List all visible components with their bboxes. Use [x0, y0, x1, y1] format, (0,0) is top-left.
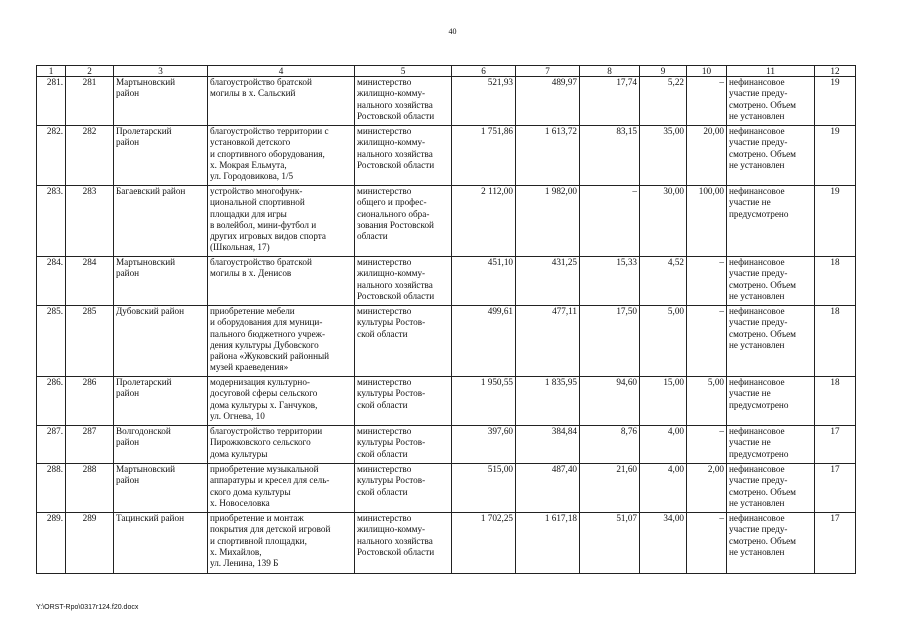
population-contribution-cell: 5,22 — [640, 77, 687, 126]
header-cell: 5 — [355, 66, 452, 77]
work-description-cell-line: аппаратуры и кресел для сель- — [210, 475, 330, 486]
work-description-cell — [208, 426, 355, 464]
sponsor-contribution-cell: – — [687, 513, 727, 574]
local-budget-cell: 8,76 — [580, 426, 640, 464]
district-cell — [114, 306, 208, 377]
ministry-cell-line: ской области — [357, 448, 408, 459]
non-financial-participation-cell-line: смотрено. Объем — [729, 328, 796, 339]
work-description-cell-line: (Школьная, 17) — [210, 242, 270, 253]
ministry-cell-line: министерство — [357, 126, 412, 136]
subsidy-cell: 431,25 — [516, 257, 580, 306]
header-cell: 12 — [815, 66, 856, 77]
score-cell: 17 — [815, 513, 856, 574]
table-row — [37, 77, 856, 126]
ministry-cell-line: жилищно-комму- — [357, 88, 426, 99]
table-row — [37, 377, 856, 426]
district-cell-line: район — [116, 137, 140, 148]
district-cell-line: район — [116, 268, 140, 279]
work-description-cell-line: х. Мокрая Ельмута, — [210, 159, 287, 170]
object-id-cell: 284 — [66, 257, 114, 306]
subsidy-cell: 477,11 — [516, 306, 580, 377]
row-number-cell: 283. — [37, 186, 66, 257]
total-cost-cell: 515,00 — [452, 464, 516, 513]
ministry-cell-line: Ростовской области — [357, 110, 435, 121]
ministry-cell-line: нального хозяйства — [357, 99, 433, 110]
local-budget-cell: 94,60 — [580, 377, 640, 426]
local-budget-cell: 17,50 — [580, 306, 640, 377]
non-financial-participation-cell-line: не установлен — [729, 339, 785, 350]
ministry-cell-line: общего и профес- — [357, 197, 427, 208]
ministry-cell — [355, 257, 452, 306]
ministry-cell-line: жилищно-комму- — [357, 137, 426, 148]
ministry-cell-line: нального хозяйства — [357, 535, 433, 546]
district-cell — [114, 426, 208, 464]
non-financial-participation-cell — [727, 464, 815, 513]
ministry-cell-line: Ростовской области — [357, 290, 435, 301]
non-financial-participation-cell — [727, 513, 815, 574]
work-description-cell-line: ул. Городовикова, 1/5 — [210, 171, 294, 182]
header-cell: 1 — [37, 66, 66, 77]
district-cell — [114, 377, 208, 426]
header-row — [37, 66, 856, 77]
work-description-cell-line: благоустройство братской — [210, 77, 312, 87]
table-row — [37, 257, 856, 306]
subsidy-cell: 1 617,18 — [516, 513, 580, 574]
object-id-cell: 283 — [66, 186, 114, 257]
non-financial-participation-cell-line: участие не — [729, 197, 771, 208]
district-cell-line: район — [116, 88, 140, 99]
work-description-cell-line: района «Жуковский районный — [210, 351, 330, 362]
non-financial-participation-cell — [727, 377, 815, 426]
work-description-cell — [208, 126, 355, 186]
ministry-cell-line: сионального обра- — [357, 208, 430, 219]
work-description-cell-line: и спортивного оборудования, — [210, 148, 325, 159]
table-row — [37, 513, 856, 574]
district-cell — [114, 464, 208, 513]
work-description-cell-line: площадки для игры — [210, 208, 287, 219]
population-contribution-cell: 35,00 — [640, 126, 687, 186]
ministry-cell-line: министерство — [357, 426, 412, 436]
table-row — [37, 426, 856, 464]
total-cost-cell: 1 950,55 — [452, 377, 516, 426]
sponsor-contribution-cell: – — [687, 77, 727, 126]
header-cell: 10 — [687, 66, 727, 77]
page-number: 40 — [448, 27, 457, 36]
subsidy-cell: 384,84 — [516, 426, 580, 464]
non-financial-participation-cell-line: смотрено. Объем — [729, 486, 796, 497]
ministry-cell — [355, 186, 452, 257]
district-cell-line: Тацинский район — [116, 513, 184, 523]
non-financial-participation-cell-line: предусмотрено — [729, 448, 789, 459]
work-description-cell-line: могилы в х. Сальский — [210, 88, 296, 99]
non-financial-participation-cell-line: не установлен — [729, 159, 785, 170]
non-financial-participation-cell-line: смотрено. Объем — [729, 279, 796, 290]
header-cell: 9 — [640, 66, 687, 77]
non-financial-participation-cell-line: нефинансовое — [729, 464, 785, 474]
object-id-cell: 285 — [66, 306, 114, 377]
work-description-cell-line: дома культуры — [210, 448, 268, 459]
ministry-cell — [355, 126, 452, 186]
non-financial-participation-cell-line: нефинансовое — [729, 77, 785, 87]
non-financial-participation-cell — [727, 186, 815, 257]
work-description-cell — [208, 513, 355, 574]
score-cell: 18 — [815, 306, 856, 377]
header-cell: 6 — [452, 66, 516, 77]
table-body — [37, 77, 856, 574]
header-cell: 2 — [66, 66, 114, 77]
work-description-cell-line: досуговой сферы сельского — [210, 388, 318, 399]
non-financial-participation-cell — [727, 306, 815, 377]
non-financial-participation-cell-line: смотрено. Объем — [729, 535, 796, 546]
sponsor-contribution-cell: 5,00 — [687, 377, 727, 426]
non-financial-participation-cell-line: не установлен — [729, 546, 785, 557]
header-cell: 3 — [114, 66, 208, 77]
ministry-cell-line: министерство — [357, 377, 412, 387]
work-description-cell-line: дома культуры х. Ганчуков, — [210, 399, 318, 410]
district-cell-line: Мартыновский — [116, 77, 176, 87]
local-budget-cell: 21,60 — [580, 464, 640, 513]
district-cell — [114, 126, 208, 186]
header-cell: 7 — [516, 66, 580, 77]
work-description-cell-line: х. Михайлов, — [210, 546, 262, 557]
work-description-cell-line: приобретение мебели — [210, 306, 295, 316]
ministry-cell — [355, 513, 452, 574]
district-cell-line: район — [116, 437, 140, 448]
non-financial-participation-cell-line: участие не — [729, 437, 771, 448]
work-description-cell-line: дения культуры Дубовского — [210, 339, 319, 350]
ministry-cell-line: культуры Ростов- — [357, 317, 426, 328]
population-contribution-cell: 34,00 — [640, 513, 687, 574]
total-cost-cell: 1 702,25 — [452, 513, 516, 574]
footer-file-path: Y:\ORST-Rpo\0317r124.f20.docx — [36, 604, 139, 611]
work-description-cell-line: и спортивной площадки, — [210, 535, 307, 546]
work-description-cell — [208, 186, 355, 257]
district-cell — [114, 186, 208, 257]
work-description-cell — [208, 377, 355, 426]
non-financial-participation-cell-line: смотрено. Объем — [729, 148, 796, 159]
ministry-cell-line: ской области — [357, 399, 408, 410]
district-cell-line: Пролетарский — [116, 377, 172, 387]
score-cell: 19 — [815, 126, 856, 186]
sponsor-contribution-cell: 2,00 — [687, 464, 727, 513]
sponsor-contribution-cell: – — [687, 257, 727, 306]
work-description-cell — [208, 257, 355, 306]
table-row — [37, 186, 856, 257]
subsidy-cell: 489,97 — [516, 77, 580, 126]
local-budget-cell: 15,33 — [580, 257, 640, 306]
subsidy-cell: 1 613,72 — [516, 126, 580, 186]
ministry-cell-line: ской области — [357, 328, 408, 339]
ministry-cell-line: министерство — [357, 186, 412, 196]
row-number-cell: 287. — [37, 426, 66, 464]
population-contribution-cell: 4,52 — [640, 257, 687, 306]
ministry-cell-line: зования Ростовской — [357, 219, 434, 230]
work-description-cell-line: могилы в х. Денисов — [210, 268, 292, 279]
ministry-cell-line: области — [357, 231, 388, 242]
table-row — [37, 306, 856, 377]
district-cell — [114, 513, 208, 574]
non-financial-participation-cell-line: нефинансовое — [729, 377, 785, 387]
header-cell: 8 — [580, 66, 640, 77]
score-cell: 17 — [815, 426, 856, 464]
ministry-cell-line: ской области — [357, 486, 408, 497]
work-description-cell-line: ул. Ленина, 139 Б — [210, 558, 279, 569]
non-financial-participation-cell-line: смотрено. Объем — [729, 99, 796, 110]
district-cell-line: Дубовский район — [116, 306, 185, 316]
district-cell-line: район — [116, 388, 140, 399]
non-financial-participation-cell-line: нефинансовое — [729, 426, 785, 436]
ministry-cell-line: Ростовской области — [357, 546, 435, 557]
object-id-cell: 287 — [66, 426, 114, 464]
non-financial-participation-cell-line: участие не — [729, 388, 771, 399]
ministry-cell-line: культуры Ростов- — [357, 388, 426, 399]
ministry-cell-line: Ростовской области — [357, 159, 435, 170]
header-cell: 11 — [727, 66, 815, 77]
non-financial-participation-cell-line: нефинансовое — [729, 513, 785, 523]
work-description-cell-line: ского дома культуры — [210, 486, 291, 497]
sponsor-contribution-cell: 100,00 — [687, 186, 727, 257]
work-description-cell-line: покрытия для детской игровой — [210, 524, 331, 535]
total-cost-cell: 1 751,86 — [452, 126, 516, 186]
score-cell: 19 — [815, 77, 856, 126]
object-id-cell: 282 — [66, 126, 114, 186]
row-number-cell: 284. — [37, 257, 66, 306]
district-cell — [114, 257, 208, 306]
population-contribution-cell: 5,00 — [640, 306, 687, 377]
ministry-cell-line: министерство — [357, 464, 412, 474]
subsidy-cell: 1 835,95 — [516, 377, 580, 426]
row-number-cell: 288. — [37, 464, 66, 513]
total-cost-cell: 397,60 — [452, 426, 516, 464]
population-contribution-cell: 4,00 — [640, 464, 687, 513]
non-financial-participation-cell-line: нефинансовое — [729, 126, 785, 136]
score-cell: 17 — [815, 464, 856, 513]
non-financial-participation-cell — [727, 77, 815, 126]
work-description-cell-line: музей краеведения» — [210, 362, 289, 373]
ministry-cell-line: министерство — [357, 257, 412, 267]
row-number-cell: 282. — [37, 126, 66, 186]
population-contribution-cell: 15,00 — [640, 377, 687, 426]
work-description-cell-line: х. Новоселовка — [210, 497, 270, 508]
row-number-cell: 289. — [37, 513, 66, 574]
work-description-cell-line: ул. Огнева, 10 — [210, 410, 265, 421]
district-cell-line: Мартыновский — [116, 464, 176, 474]
work-description-cell-line: благоустройство территории с — [210, 126, 329, 136]
non-financial-participation-cell — [727, 426, 815, 464]
non-financial-participation-cell-line: не установлен — [729, 497, 785, 508]
row-number-cell: 281. — [37, 77, 66, 126]
ministry-cell-line: жилищно-комму- — [357, 268, 426, 279]
work-description-cell-line: приобретение и монтаж — [210, 513, 304, 523]
work-description-cell — [208, 464, 355, 513]
sponsor-contribution-cell: 20,00 — [687, 126, 727, 186]
score-cell: 18 — [815, 257, 856, 306]
score-cell: 18 — [815, 377, 856, 426]
non-financial-participation-cell-line: участие преду- — [729, 137, 788, 148]
ministry-cell-line: нального хозяйства — [357, 279, 433, 290]
non-financial-participation-cell-line: участие преду- — [729, 524, 788, 535]
district-cell-line: район — [116, 475, 140, 486]
work-description-cell-line: других игровых видов спорта — [210, 231, 327, 242]
population-contribution-cell: 4,00 — [640, 426, 687, 464]
population-contribution-cell: 30,00 — [640, 186, 687, 257]
total-cost-cell: 499,61 — [452, 306, 516, 377]
non-financial-participation-cell-line: участие преду- — [729, 88, 788, 99]
local-budget-cell: 51,07 — [580, 513, 640, 574]
non-financial-participation-cell-line: не установлен — [729, 110, 785, 121]
ministry-cell — [355, 77, 452, 126]
work-description-cell-line: приобретение музыкальной — [210, 464, 319, 474]
local-budget-cell: 17,74 — [580, 77, 640, 126]
local-budget-cell: 83,15 — [580, 126, 640, 186]
district-cell-line: Пролетарский — [116, 126, 172, 136]
work-description-cell — [208, 306, 355, 377]
non-financial-participation-cell-line: предусмотрено — [729, 208, 789, 219]
ministry-cell — [355, 426, 452, 464]
non-financial-participation-cell-line: не установлен — [729, 290, 785, 301]
non-financial-participation-cell-line: участие преду- — [729, 317, 788, 328]
row-number-cell: 285. — [37, 306, 66, 377]
work-description-cell-line: и оборудования для муници- — [210, 317, 323, 328]
ministry-cell — [355, 306, 452, 377]
ministry-cell-line: министерство — [357, 513, 412, 523]
district-cell-line: Волгодонской — [116, 426, 171, 436]
work-description-cell-line: циональной спортивной — [210, 197, 305, 208]
sponsor-contribution-cell: – — [687, 426, 727, 464]
district-cell-line: Мартыновский — [116, 257, 176, 267]
non-financial-participation-cell-line: участие преду- — [729, 268, 788, 279]
non-financial-participation-cell — [727, 126, 815, 186]
work-description-cell-line: благоустройство территории — [210, 426, 323, 436]
district-cell-line: Багаевский район — [116, 186, 186, 196]
district-cell — [114, 77, 208, 126]
work-description-cell — [208, 77, 355, 126]
ministry-cell-line: культуры Ростов- — [357, 437, 426, 448]
table-row — [37, 126, 856, 186]
work-description-cell-line: в волейбол, мини-футбол и — [210, 219, 317, 230]
non-financial-participation-cell-line: участие преду- — [729, 475, 788, 486]
work-description-cell-line: устройство многофунк- — [210, 186, 303, 196]
subsidy-cell: 487,40 — [516, 464, 580, 513]
ministry-cell-line: культуры Ростов- — [357, 475, 426, 486]
header-cell: 4 — [208, 66, 355, 77]
ministry-cell-line: жилищно-комму- — [357, 524, 426, 535]
work-description-cell-line: пального бюджетного учреж- — [210, 328, 326, 339]
object-id-cell: 289 — [66, 513, 114, 574]
subsidy-cell: 1 982,00 — [516, 186, 580, 257]
ministry-cell — [355, 464, 452, 513]
work-description-cell-line: Пирожковского сельского — [210, 437, 311, 448]
ministry-cell-line: министерство — [357, 77, 412, 87]
projects-table — [36, 65, 856, 574]
score-cell: 19 — [815, 186, 856, 257]
row-number-cell: 286. — [37, 377, 66, 426]
total-cost-cell: 521,93 — [452, 77, 516, 126]
non-financial-participation-cell-line: нефинансовое — [729, 257, 785, 267]
work-description-cell-line: благоустройство братской — [210, 257, 312, 267]
non-financial-participation-cell — [727, 257, 815, 306]
table-row — [37, 464, 856, 513]
object-id-cell: 286 — [66, 377, 114, 426]
non-financial-participation-cell-line: нефинансовое — [729, 306, 785, 316]
non-financial-participation-cell-line: предусмотрено — [729, 399, 789, 410]
object-id-cell: 281 — [66, 77, 114, 126]
ministry-cell-line: министерство — [357, 306, 412, 316]
local-budget-cell: – — [580, 186, 640, 257]
total-cost-cell: 451,10 — [452, 257, 516, 306]
sponsor-contribution-cell: – — [687, 306, 727, 377]
work-description-cell-line: установкой детского — [210, 137, 291, 148]
work-description-cell-line: модернизация культурно- — [210, 377, 310, 387]
object-id-cell: 288 — [66, 464, 114, 513]
non-financial-participation-cell-line: нефинансовое — [729, 186, 785, 196]
ministry-cell — [355, 377, 452, 426]
ministry-cell-line: нального хозяйства — [357, 148, 433, 159]
total-cost-cell: 2 112,00 — [452, 186, 516, 257]
